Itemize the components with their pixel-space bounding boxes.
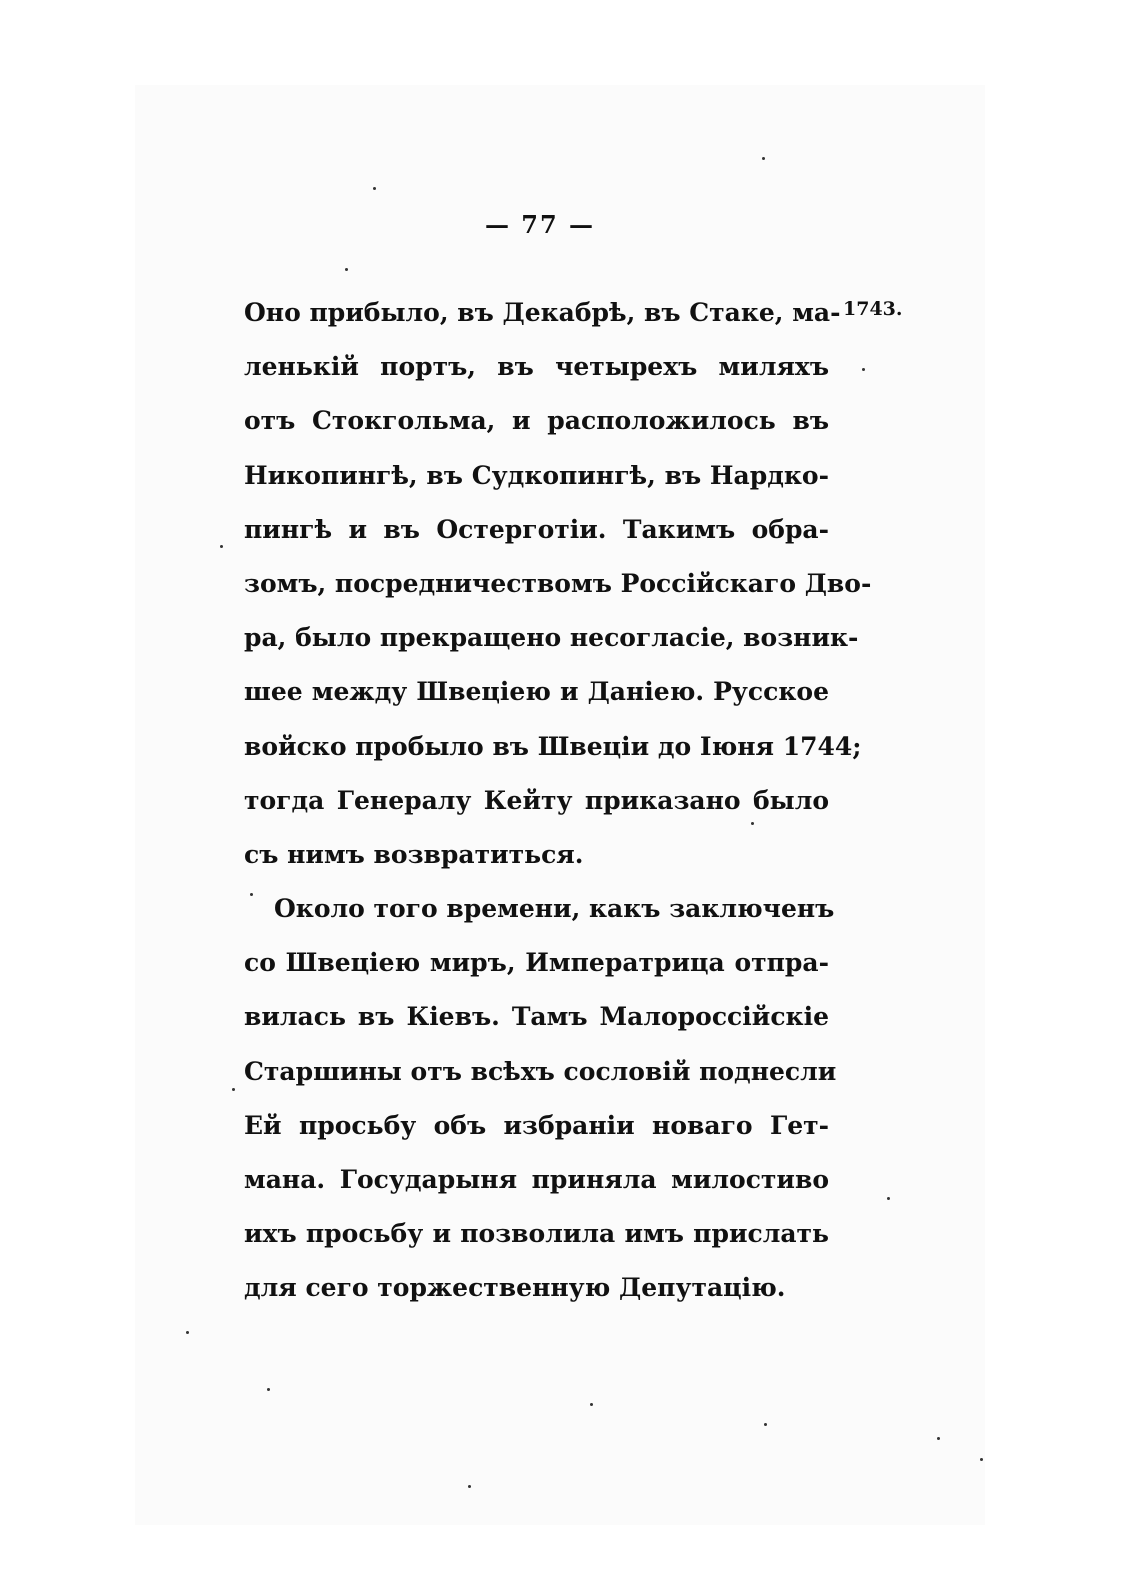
scan-speck [345, 268, 348, 271]
text-line: Около того времени, какъ заключенъ [274, 894, 835, 924]
text-line: для сего торжественную Депутацію. [244, 1273, 786, 1303]
scan-speck [186, 1331, 189, 1334]
text-line: съ нимъ возвратиться. [244, 839, 584, 869]
text-line: тогда Генералу Кейту приказано было [244, 785, 829, 815]
scan-speck [220, 545, 223, 548]
text-line: отъ Стокгольма, и расположилось въ [244, 406, 829, 436]
paragraph-2 [244, 882, 837, 1316]
text-line: ра, было прекращено несогласіе, возник- [244, 623, 859, 653]
text-line: ихъ просьбу и позволила имъ прислать [244, 1219, 829, 1249]
text-line: мана. Государыня приняла милостиво [244, 1165, 829, 1194]
margin-year-note: 1743. [843, 298, 903, 320]
text-line: пингѣ и въ Остерготіи. Такимъ обра- [244, 514, 829, 544]
page-number: — 77 — [484, 210, 596, 239]
text-line: Никопингѣ, въ Судкопингѣ, въ Нардко- [244, 460, 829, 490]
scan-speck [267, 1388, 270, 1391]
text-line: Оно прибыло, въ Декабрѣ, въ Стаке, ма- [244, 298, 841, 327]
text-line: Старшины отъ всѣхъ сословій поднесли [244, 1056, 837, 1086]
scan-speck [980, 1458, 983, 1461]
scan-speck [590, 1403, 593, 1406]
paragraph-1 [244, 286, 872, 882]
scan-speck [232, 1088, 235, 1091]
scan-speck [250, 893, 253, 896]
scan-speck [751, 822, 754, 825]
scan-speck [764, 1423, 767, 1426]
scan-speck [468, 1485, 471, 1488]
text-line: со Швеціею миръ, Императрица отпра- [244, 948, 829, 978]
text-line: ленькій портъ, въ четырехъ миляхъ [244, 352, 829, 382]
scan-speck [887, 1197, 890, 1200]
scan-speck [762, 157, 765, 160]
body-text [244, 286, 872, 1316]
scan-speck [373, 187, 376, 190]
scan-speck [862, 368, 865, 371]
text-line: Ей просьбу объ избраніи новаго Гет- [244, 1110, 829, 1140]
text-line: шее между Швеціею и Даніею. Русское [244, 677, 829, 707]
text-line: зомъ, посредничествомъ Россійскаго Дво- [244, 568, 872, 598]
text-line: вилась въ Кіевъ. Тамъ Малороссійскіе [244, 1002, 829, 1032]
text-line: войско пробыло въ Швеціи до Іюня 1744; [244, 731, 862, 761]
scan-speck [937, 1437, 940, 1440]
